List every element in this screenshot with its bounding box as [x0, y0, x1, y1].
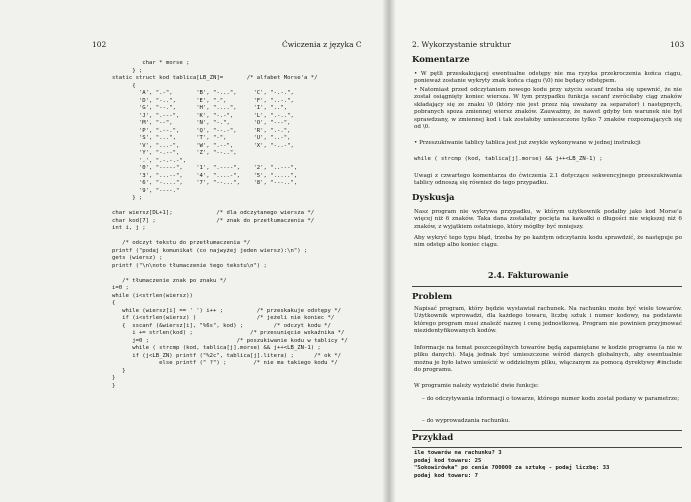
code-line	[112, 270, 348, 278]
problem-paragraph: Napisać program, który będzie wystawiał rachunek. Na rachunku może być wiele towarów. Użytkownik wprowadzi, dla każdego towaru, liczbę sztuk i numer kodowy, na podstawie którego program musi znaleźć nazwę i cenę jednostkową. Program nie powinien przyjmować niezidentyfikowanych kodów.	[414, 306, 682, 335]
code-line	[112, 203, 348, 211]
note-paragraph: Uwagi z czwartego komentarza do ćwiczenia 2.1 dotyczące sekwencyjnego przeszukiwania tablicy odnoszą się również do tego przypadku.	[414, 173, 682, 187]
code-line: {	[112, 82, 136, 89]
section-title: 2.4. Fakturowanie	[488, 270, 569, 280]
code-line: i=0 ;	[112, 285, 129, 291]
code-line: 'M', "--", 'N', "-.", 'O', "---",	[112, 120, 291, 126]
divider	[412, 447, 682, 448]
code-line: printf ("podaj komunikat (co najwyżej jeden wiersz):\n") ;	[112, 247, 308, 254]
page-number: 102	[92, 40, 107, 49]
code-line: /* odczyt tekstu do przetłumaczenia */	[112, 240, 251, 246]
code-line: {	[112, 300, 116, 306]
code-line	[112, 233, 348, 241]
code-line: '0', "-----", '1', ".----", '2', "..---",	[112, 165, 298, 171]
code-line: else printf (" ?") ; /* nie ma takiego kodu */	[112, 360, 338, 366]
code-line: printf ("\n\noto tłumaczenie tego tekstu\n") ;	[112, 262, 267, 269]
example-listing	[414, 450, 609, 480]
code-line: char * morse ;	[112, 60, 190, 66]
code-listing	[112, 60, 348, 390]
code-line: }	[112, 375, 116, 381]
discussion-paragraph: Aby wykryć tego typu błąd, trzeba by po każdym odczytaniu kodu sprawdzić, że następuje po nim odstęp albo koniec ciągu.	[414, 235, 682, 249]
code-line: '6', "-....", '7', "--...", '8', "---..",	[112, 180, 298, 186]
running-head: 2. Wykorzystanie struktur	[412, 40, 511, 49]
running-head: Ćwiczenia z języka C	[282, 40, 362, 49]
list-item: – do wyprowadzania rachunku.	[422, 418, 511, 424]
code-line: char wiersz[DL+1]; /* dla odczytanego wiersza */	[112, 210, 315, 216]
code-line: } ;	[112, 67, 143, 74]
code-line: '9', "----."	[112, 187, 180, 194]
code-line: i += strlen(kod) ; /* przesunięcie wskaźnika */	[112, 330, 345, 336]
code-line: int i, j ;	[112, 225, 146, 231]
code-line: 'P', ".--.", 'Q', "--.-", 'R', ".-.",	[112, 127, 291, 134]
discussion-paragraph: Nasz program nie wykrywa przypadku, w którym użytkownik podałby jako kod Morse'a więcej niż 6 znaków. Taka dana zostałaby pocięta na kawałki o długości nie większej niż 6 znaków, z wyjątkiem ostatniego, który mógłby być mniejszy.	[414, 209, 682, 230]
code-line: }	[112, 382, 116, 389]
problem-paragraph: W programie należy wydzielić dwie funkcje:	[414, 383, 539, 389]
code-line: 'J', ".---", 'K', "-.-", 'L', ".-..",	[112, 112, 294, 119]
code-line: }	[112, 367, 126, 374]
code-line: if (i<strlen(wiersz) ) /* jeżeli nie koniec */	[112, 315, 335, 321]
example-line: podaj kod towaru: 25	[414, 457, 482, 464]
code-line: while ( strcmp (kod, tablica[j].morse) && j++<LB_ZN-1) ;	[112, 345, 321, 351]
problem-heading: Problem	[412, 292, 453, 302]
code-line: } ;	[112, 195, 143, 201]
list-item: – do odczytywania informacji o towarze, którego numer kodu został podany w parametrze;	[422, 396, 680, 402]
code-line: '3', "...--", '4', "....-", '5', ".....",	[112, 172, 298, 179]
comments-heading: Komentarze	[412, 55, 470, 65]
code-line: char kod[7] ; /* znak do przetłumaczenia */	[112, 217, 315, 224]
example-heading: Przykład	[412, 433, 454, 443]
example-line: podaj kod towaru: 7	[414, 472, 478, 479]
divider	[412, 430, 682, 431]
problem-paragraph: Informacje na temat poszczególnych towarów będą zapamiętane w kodzie programu (a nie w pliku danych). Mają jednak być umieszczone wśród danych globalnych, aby ewentualnie można je było łatwo umieścić w oddzielnym pliku, włączanym za pomocą dyrektywy #include do programu.	[414, 345, 682, 374]
discussion-heading: Dyskusja	[412, 193, 455, 203]
code-line: if (j<LB_ZN) printf ("%2c", tablica[j].litera) ; /* ok */	[112, 352, 342, 359]
code-line: 'Y', "-.--", 'Z', "--..",	[112, 150, 237, 156]
comment-paragraph: • Natomiast przed odczytaniem nowego kodu przy użyciu sscanf trzeba się upewnić, że nie został osiągnięty koniec wiersza. W tym przypadku funkcja sscanf zwróciłaby ciąg znaków składający się ze znaku \0 (który nie jest przez nią uważany za separator) i następnych, pobranych spoza zmiennej wiersz znaków. Zauważmy, że nawet gdyby ten warunek nie był sprawdzany, w zmiennej kod i tak zostałoby umieszczone tylko 7 znaków rozpoznających się od \0.	[414, 87, 682, 131]
code-line: while (i<strlen(wiersz))	[112, 292, 193, 299]
code-line: j=0 ; /* poszukiwanie kodu w tablicy */	[112, 337, 348, 344]
page-gutter	[382, 0, 396, 502]
code-line: { sscanf (&wiersz[i], "%6s", kod) ; /* odczyt kodu */	[112, 322, 331, 329]
code-line: '.', ".-.-.-",	[112, 157, 187, 164]
comment-paragraph: • Przeszukiwanie tablicy tablica jest już zwykle wykonywane w jednej instrukcji	[414, 140, 641, 146]
comment-paragraph: • W pętli przeskakującej ewentualne odstępy nie ma ryzyka przekroczenia końca ciągu, ponieważ zostanie wykryty znak końca ciągu (\0) nie będący odstępem.	[414, 71, 682, 85]
page-number: 103	[670, 40, 685, 49]
code-line: static struct kod tablica[LB_ZN]= /* alfabet Morse'a */	[112, 75, 318, 81]
code-line: /* tłumaczenie znak po znaku */	[112, 277, 227, 284]
code-line: 'V', "...-", 'W', ".--", 'X', "-..-",	[112, 142, 294, 149]
code-line: gets (wiersz) ;	[112, 255, 163, 261]
example-line: ile towarów na rachunku? 3	[414, 450, 502, 456]
code-line: 'D', "-..", 'E', ".", 'F', "..-.",	[112, 97, 294, 104]
code-line: 'A', ".-", 'B', "-...", 'C', "-.-.",	[112, 90, 294, 96]
divider	[412, 286, 682, 287]
code-line: 'G', "--.", 'H', "....", 'I', "..",	[112, 105, 288, 111]
example-line: "Sokowirówka" po cenie 700000 za sztukę - podaj liczbę: 33	[414, 465, 610, 471]
code-line: 'S', "...", 'T', "-", 'U', "..-",	[112, 135, 291, 141]
comment-code-line: while ( strcmp (kod, tablica[j].morse) && j++<LB_ZN-1) ;	[414, 156, 603, 162]
code-line: while (wiersz[i] == ' ') i++ ; /* przeskakuje odstępy */	[112, 307, 342, 314]
